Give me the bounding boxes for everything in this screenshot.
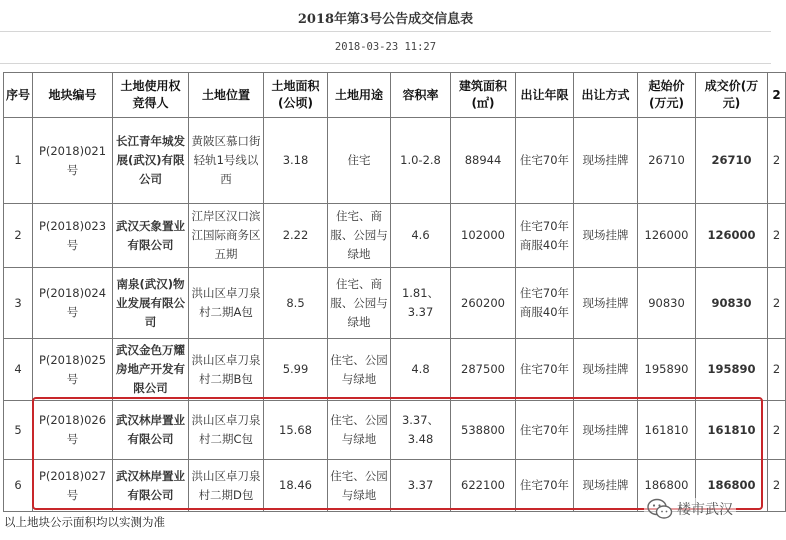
watermark-text: 楼市武汉 <box>677 502 733 518</box>
cell-use: 住宅、公园与绿地 <box>328 401 391 460</box>
cell-area: 2.22 <box>264 204 328 268</box>
cell-no: 1 <box>4 118 33 204</box>
cell-method: 现场挂牌 <box>574 401 638 460</box>
cell-no: 5 <box>4 401 33 460</box>
cell-no: 4 <box>4 339 33 401</box>
highlight-frame <box>32 397 763 510</box>
cell-winner: 武汉天象置业有限公司 <box>113 204 189 268</box>
cell-area: 18.46 <box>264 460 328 512</box>
cell-gfa: 287500 <box>451 339 516 401</box>
header-deal-price: 成交价(万元) <box>696 73 768 118</box>
table-row <box>4 204 786 268</box>
cell-winner: 武汉林岸置业有限公司 <box>113 460 189 512</box>
cell-start-price: 186800 <box>638 460 696 512</box>
header-code: 地块编号 <box>33 73 113 118</box>
cell-location: 江岸区汉口滨江国际商务区五期 <box>189 204 264 268</box>
cell-use: 住宅、公园与绿地 <box>328 460 391 512</box>
watermark <box>644 498 736 520</box>
table-header-row <box>4 73 786 118</box>
cell-code: P(2018)027号 <box>33 460 113 512</box>
table-row <box>4 339 786 401</box>
cell-deal-price: 126000 <box>696 204 768 268</box>
cell-winner: 南泉(武汉)物业发展有限公司 <box>113 268 189 339</box>
cell-deal-price: 195890 <box>696 339 768 401</box>
cell-cut: 2 <box>768 118 786 204</box>
cell-winner: 武汉林岸置业有限公司 <box>113 401 189 460</box>
cell-code: P(2018)021号 <box>33 118 113 204</box>
cell-term: 住宅70年 商服40年 <box>516 204 574 268</box>
cell-no: 3 <box>4 268 33 339</box>
cell-location: 洪山区卓刀泉村二期B包 <box>189 339 264 401</box>
header-gfa: 建筑面积(㎡) <box>451 73 516 118</box>
cell-location: 黄陂区慕口街轻轨1号线以西 <box>189 118 264 204</box>
cell-far: 4.6 <box>391 204 451 268</box>
cell-term: 住宅70年 <box>516 339 574 401</box>
cell-deal-price: 161810 <box>696 401 768 460</box>
cell-gfa: 102000 <box>451 204 516 268</box>
cell-far: 3.37、3.48 <box>391 401 451 460</box>
cell-use: 住宅 <box>328 118 391 204</box>
cell-use: 住宅、商服、公园与绿地 <box>328 268 391 339</box>
cell-gfa: 260200 <box>451 268 516 339</box>
cell-gfa: 622100 <box>451 460 516 512</box>
cell-code: P(2018)025号 <box>33 339 113 401</box>
cell-area: 5.99 <box>264 339 328 401</box>
cell-cut: 2 <box>768 204 786 268</box>
cell-far: 4.8 <box>391 339 451 401</box>
table-footnote: 以上地块公示面积均以实测为准 <box>4 515 165 529</box>
cell-cut: 2 <box>768 268 786 339</box>
header-far: 容积率 <box>391 73 451 118</box>
cell-cut: 2 <box>768 339 786 401</box>
title-divider <box>0 31 771 32</box>
document-title: 2018年第3号公告成交信息表 <box>297 12 474 27</box>
cell-far: 1.0-2.8 <box>391 118 451 204</box>
cell-cut: 2 <box>768 401 786 460</box>
cell-method: 现场挂牌 <box>574 268 638 339</box>
cell-gfa: 538800 <box>451 401 516 460</box>
cell-no: 2 <box>4 204 33 268</box>
cell-start-price: 90830 <box>638 268 696 339</box>
header-use: 土地用途 <box>328 73 391 118</box>
cell-method: 现场挂牌 <box>574 204 638 268</box>
cell-code: P(2018)026号 <box>33 401 113 460</box>
cell-area: 8.5 <box>264 268 328 339</box>
cell-use: 住宅、商服、公园与绿地 <box>328 204 391 268</box>
cell-location: 洪山区卓刀泉村二期D包 <box>189 460 264 512</box>
header-winner: 土地使用权竞得人 <box>113 73 189 118</box>
cell-deal-price: 26710 <box>696 118 768 204</box>
cell-far: 1.81、3.37 <box>391 268 451 339</box>
cell-no: 6 <box>4 460 33 512</box>
cell-location: 洪山区卓刀泉村二期C包 <box>189 401 264 460</box>
cell-code: P(2018)023号 <box>33 204 113 268</box>
cell-start-price: 126000 <box>638 204 696 268</box>
cell-method: 现场挂牌 <box>574 339 638 401</box>
cell-winner: 武汉金色万耀房地产开发有限公司 <box>113 339 189 401</box>
cell-area: 15.68 <box>264 401 328 460</box>
wechat-icon <box>647 498 673 520</box>
cell-start-price: 26710 <box>638 118 696 204</box>
cell-far: 3.37 <box>391 460 451 512</box>
table-row <box>4 118 786 204</box>
cell-area: 3.18 <box>264 118 328 204</box>
cell-code: P(2018)024号 <box>33 268 113 339</box>
header-divider <box>0 63 771 64</box>
cell-method: 现场挂牌 <box>574 118 638 204</box>
publish-timestamp: 2018-03-23 11:27 <box>334 41 437 53</box>
cell-use: 住宅、公园与绿地 <box>328 339 391 401</box>
cell-method: 现场挂牌 <box>574 460 638 512</box>
cell-start-price: 161810 <box>638 401 696 460</box>
header-no: 序号 <box>4 73 33 118</box>
cell-term: 住宅70年 <box>516 460 574 512</box>
cell-term: 住宅70年 商服40年 <box>516 268 574 339</box>
cell-winner: 长江青年城发展(武汉)有限公司 <box>113 118 189 204</box>
header-cut-column: 2 <box>768 73 786 118</box>
header-area: 土地面积(公顷) <box>264 73 328 118</box>
header-location: 土地位置 <box>189 73 264 118</box>
cell-location: 洪山区卓刀泉村二期A包 <box>189 268 264 339</box>
cell-start-price: 195890 <box>638 339 696 401</box>
table-row <box>4 268 786 339</box>
cell-term: 住宅70年 <box>516 118 574 204</box>
cell-deal-price: 186800 <box>696 460 768 512</box>
cell-gfa: 88944 <box>451 118 516 204</box>
header-term: 出让年限 <box>516 73 574 118</box>
cell-deal-price: 90830 <box>696 268 768 339</box>
cell-term: 住宅70年 <box>516 401 574 460</box>
cell-cut: 2 <box>768 460 786 512</box>
header-method: 出让方式 <box>574 73 638 118</box>
header-start-price: 起始价(万元) <box>638 73 696 118</box>
